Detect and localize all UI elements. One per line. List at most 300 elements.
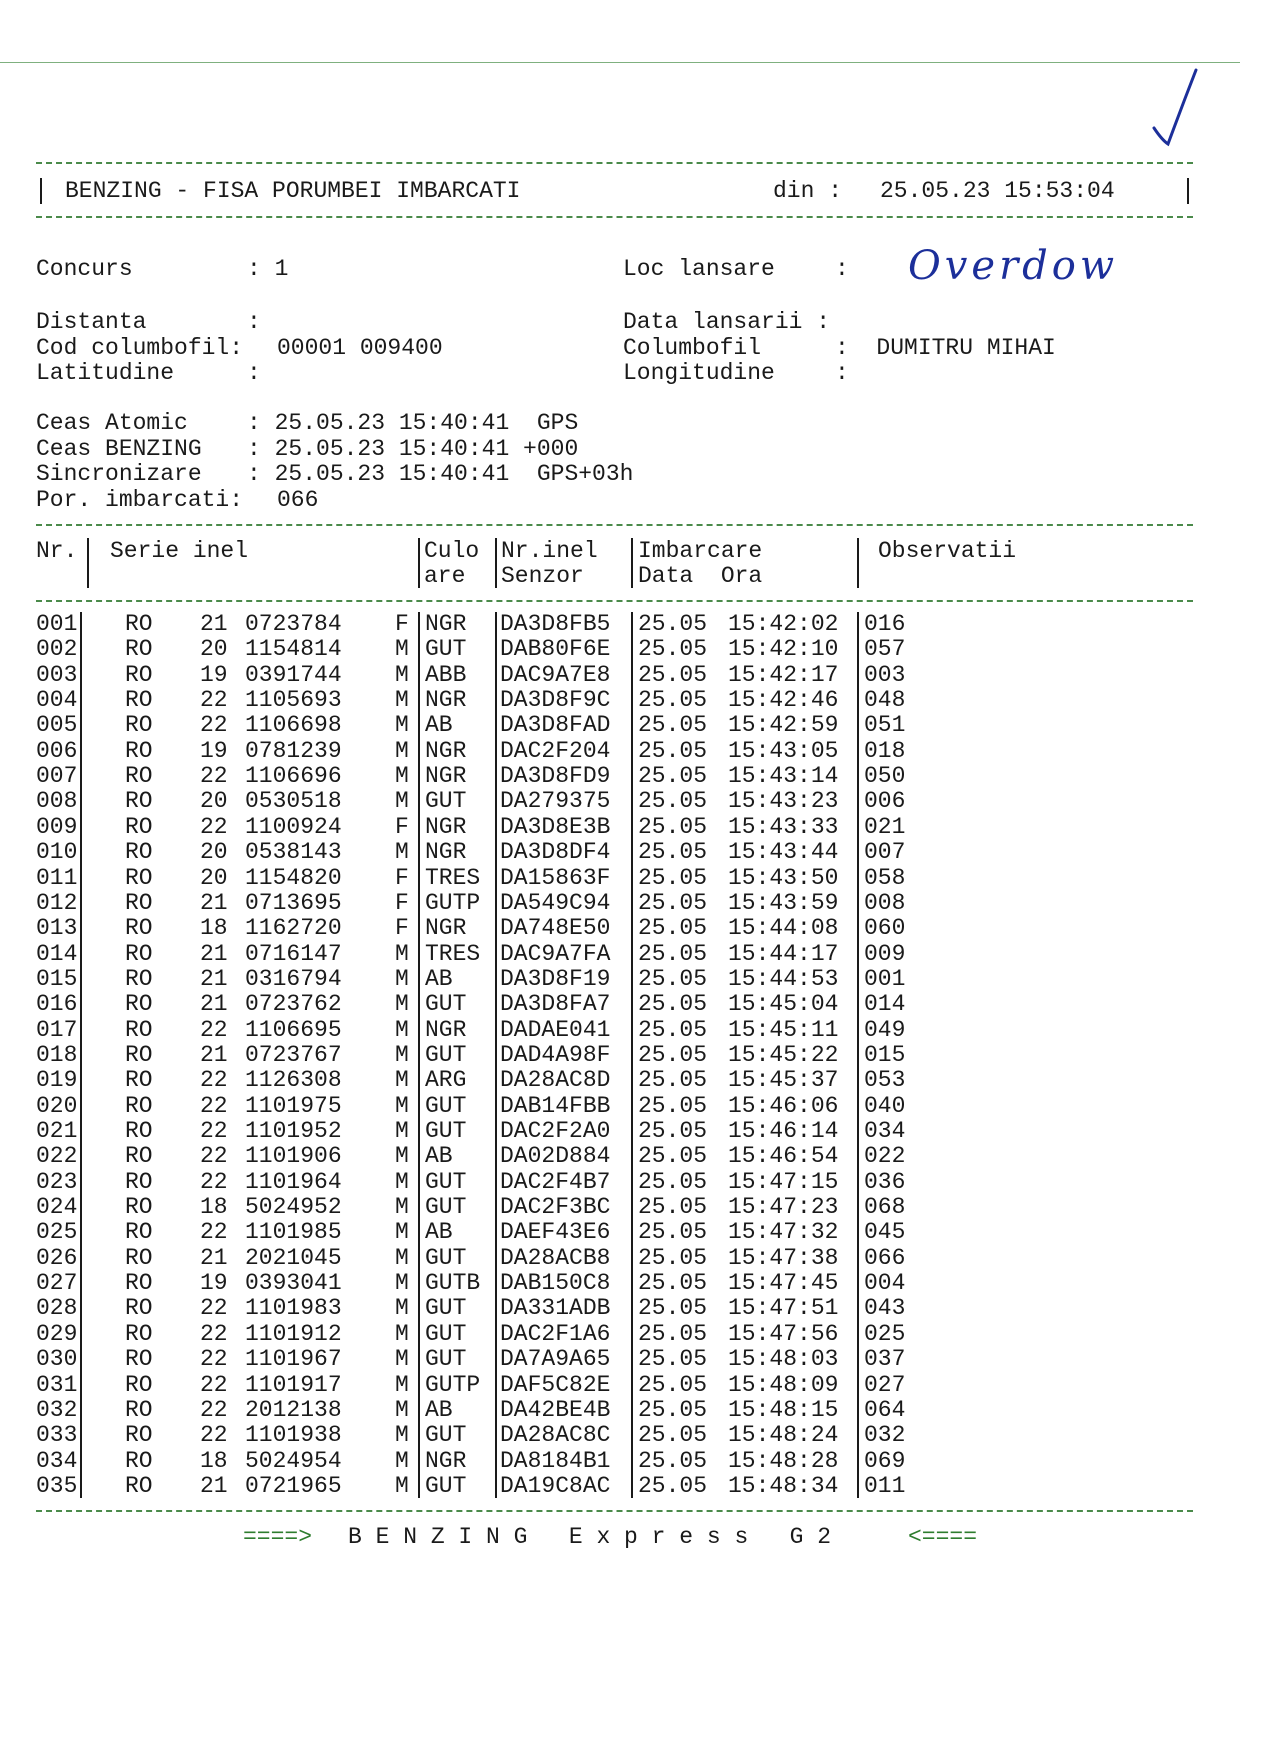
cell-sex: M bbox=[395, 1143, 409, 1169]
cell-sex: M bbox=[395, 1473, 409, 1499]
cell-sex: M bbox=[395, 738, 409, 764]
cell-date: 25.05 bbox=[638, 636, 708, 662]
cell-sensor: DA3D8FAD bbox=[500, 712, 611, 738]
cell-time: 15:43:05 bbox=[728, 738, 839, 764]
cell-date: 25.05 bbox=[638, 1245, 708, 1271]
cell-time: 15:42:02 bbox=[728, 611, 839, 637]
cell-observatii: 040 bbox=[864, 1093, 906, 1119]
cell-time: 15:43:50 bbox=[728, 865, 839, 891]
cell-country: RO bbox=[125, 1017, 153, 1043]
cell-color: GUT bbox=[425, 1194, 467, 1220]
cell-sensor: DA19C8AC bbox=[500, 1473, 611, 1499]
cell-color: GUT bbox=[425, 1422, 467, 1448]
longitudine-value: : bbox=[835, 360, 849, 386]
table-row bbox=[0, 866, 1276, 891]
cell-date: 25.05 bbox=[638, 712, 708, 738]
cell-nr: 016 bbox=[36, 991, 78, 1017]
cell-year: 22 bbox=[200, 1067, 228, 1093]
sincronizare-label: Sincronizare bbox=[36, 461, 202, 487]
cell-date: 25.05 bbox=[638, 738, 708, 764]
table-row bbox=[0, 1449, 1276, 1474]
cell-color: GUT bbox=[425, 1118, 467, 1144]
cell-nr: 033 bbox=[36, 1422, 78, 1448]
table-row bbox=[0, 1347, 1276, 1372]
cell-sex: M bbox=[395, 1346, 409, 1372]
cell-nr: 032 bbox=[36, 1397, 78, 1423]
cell-sex: M bbox=[395, 991, 409, 1017]
cell-time: 15:48:28 bbox=[728, 1448, 839, 1474]
header-divider bbox=[418, 538, 420, 588]
cell-date: 25.05 bbox=[638, 890, 708, 916]
cell-ring-number: 1126308 bbox=[245, 1067, 342, 1093]
cell-ring-number: 1101964 bbox=[245, 1169, 342, 1195]
cell-color: NGR bbox=[425, 1448, 467, 1474]
cell-time: 15:42:10 bbox=[728, 636, 839, 662]
cell-color: AB bbox=[425, 712, 453, 738]
cell-country: RO bbox=[125, 1245, 153, 1271]
cell-observatii: 014 bbox=[864, 991, 906, 1017]
cell-time: 15:45:11 bbox=[728, 1017, 839, 1043]
cell-time: 15:46:06 bbox=[728, 1093, 839, 1119]
cell-observatii: 068 bbox=[864, 1194, 906, 1220]
table-row bbox=[0, 840, 1276, 865]
cell-country: RO bbox=[125, 1169, 153, 1195]
cell-ring-number: 1101906 bbox=[245, 1143, 342, 1169]
cell-date: 25.05 bbox=[638, 1169, 708, 1195]
scan-edge-line bbox=[0, 62, 1240, 63]
cell-year: 20 bbox=[200, 636, 228, 662]
table-row bbox=[0, 1271, 1276, 1296]
cell-sensor: DA748E50 bbox=[500, 915, 611, 941]
cell-time: 15:43:23 bbox=[728, 788, 839, 814]
cell-observatii: 051 bbox=[864, 712, 906, 738]
cell-nr: 022 bbox=[36, 1143, 78, 1169]
cell-time: 15:45:37 bbox=[728, 1067, 839, 1093]
cell-observatii: 058 bbox=[864, 865, 906, 891]
table-row bbox=[0, 1246, 1276, 1271]
cell-sensor: DA3D8DF4 bbox=[500, 839, 611, 865]
cell-ring-number: 1101975 bbox=[245, 1093, 342, 1119]
cell-sex: M bbox=[395, 1295, 409, 1321]
cell-year: 19 bbox=[200, 1270, 228, 1296]
header-divider bbox=[87, 538, 89, 588]
cell-ring-number: 0723784 bbox=[245, 611, 342, 637]
table-row bbox=[0, 1373, 1276, 1398]
cell-year: 22 bbox=[200, 1346, 228, 1372]
cell-color: AB bbox=[425, 1397, 453, 1423]
cell-sensor: DA3D8F19 bbox=[500, 966, 611, 992]
cell-sensor: DAB14FBB bbox=[500, 1093, 611, 1119]
cell-time: 15:43:44 bbox=[728, 839, 839, 865]
cell-color: TRES bbox=[425, 865, 481, 891]
cell-country: RO bbox=[125, 662, 153, 688]
cell-nr: 004 bbox=[36, 687, 78, 713]
cell-time: 15:43:59 bbox=[728, 890, 839, 916]
cell-nr: 020 bbox=[36, 1093, 78, 1119]
cell-color: NGR bbox=[425, 738, 467, 764]
body-divider bbox=[857, 612, 859, 1498]
cell-year: 22 bbox=[200, 1397, 228, 1423]
cell-color: GUT bbox=[425, 991, 467, 1017]
cell-nr: 025 bbox=[36, 1219, 78, 1245]
cell-sex: M bbox=[395, 1448, 409, 1474]
cell-date: 25.05 bbox=[638, 1448, 708, 1474]
cell-year: 22 bbox=[200, 712, 228, 738]
cell-date: 25.05 bbox=[638, 788, 708, 814]
columbofil-label: Columbofil bbox=[623, 335, 762, 361]
cell-ring-number: 1105693 bbox=[245, 687, 342, 713]
cell-color: GUT bbox=[425, 1321, 467, 1347]
cell-sensor: DA15863F bbox=[500, 865, 611, 891]
table-row bbox=[0, 1144, 1276, 1169]
cell-country: RO bbox=[125, 966, 153, 992]
table-row bbox=[0, 1068, 1276, 1093]
cell-sex: F bbox=[395, 865, 409, 891]
cell-sensor: DAC2F1A6 bbox=[500, 1321, 611, 1347]
cell-country: RO bbox=[125, 1372, 153, 1398]
loc-lansare-handwritten: Overdow bbox=[908, 243, 1119, 289]
cell-country: RO bbox=[125, 1270, 153, 1296]
cell-observatii: 011 bbox=[864, 1473, 906, 1499]
cell-year: 21 bbox=[200, 1245, 228, 1271]
cod-columbofil-label: Cod columbofil: bbox=[36, 335, 244, 361]
longitudine-label: Longitudine bbox=[623, 360, 775, 386]
cell-year: 21 bbox=[200, 941, 228, 967]
cell-observatii: 069 bbox=[864, 1448, 906, 1474]
cell-year: 21 bbox=[200, 991, 228, 1017]
cell-nr: 012 bbox=[36, 890, 78, 916]
cell-year: 22 bbox=[200, 1422, 228, 1448]
cell-time: 15:47:38 bbox=[728, 1245, 839, 1271]
loc-lansare-colon: : bbox=[835, 256, 849, 282]
cell-year: 21 bbox=[200, 966, 228, 992]
table-row bbox=[0, 1195, 1276, 1220]
page-title: BENZING - FISA PORUMBEI IMBARCATI bbox=[65, 178, 521, 204]
header-divider bbox=[495, 538, 497, 588]
cell-observatii: 032 bbox=[864, 1422, 906, 1448]
cell-sensor: DA331ADB bbox=[500, 1295, 611, 1321]
cell-nr: 019 bbox=[36, 1067, 78, 1093]
cell-year: 19 bbox=[200, 738, 228, 764]
cell-observatii: 037 bbox=[864, 1346, 906, 1372]
cell-sex: M bbox=[395, 1245, 409, 1271]
cell-nr: 002 bbox=[36, 636, 78, 662]
cell-time: 15:48:09 bbox=[728, 1372, 839, 1398]
cell-date: 25.05 bbox=[638, 1397, 708, 1423]
cell-ring-number: 1106696 bbox=[245, 763, 342, 789]
cell-time: 15:46:14 bbox=[728, 1118, 839, 1144]
cell-color: GUT bbox=[425, 1245, 467, 1271]
cell-color: GUT bbox=[425, 1042, 467, 1068]
cell-sensor: DAF5C82E bbox=[500, 1372, 611, 1398]
cell-year: 19 bbox=[200, 662, 228, 688]
table-header-rule bbox=[36, 600, 1193, 602]
col-nr-header: Nr. bbox=[36, 538, 78, 564]
cell-sex: F bbox=[395, 890, 409, 916]
concurs-value: : 1 bbox=[247, 256, 289, 282]
cell-date: 25.05 bbox=[638, 1093, 708, 1119]
table-row bbox=[0, 1398, 1276, 1423]
cell-observatii: 048 bbox=[864, 687, 906, 713]
latitudine-value: : bbox=[247, 360, 261, 386]
cell-observatii: 043 bbox=[864, 1295, 906, 1321]
table-row bbox=[0, 713, 1276, 738]
header-left-bar bbox=[40, 178, 42, 204]
cell-year: 21 bbox=[200, 1042, 228, 1068]
cell-nr: 029 bbox=[36, 1321, 78, 1347]
cell-sex: M bbox=[395, 941, 409, 967]
cell-year: 20 bbox=[200, 865, 228, 891]
cell-nr: 027 bbox=[36, 1270, 78, 1296]
cell-date: 25.05 bbox=[638, 1067, 708, 1093]
cell-date: 25.05 bbox=[638, 915, 708, 941]
cell-country: RO bbox=[125, 611, 153, 637]
cell-year: 22 bbox=[200, 1118, 228, 1144]
cell-ring-number: 1101952 bbox=[245, 1118, 342, 1144]
cell-country: RO bbox=[125, 941, 153, 967]
cell-color: GUT bbox=[425, 1169, 467, 1195]
cell-observatii: 001 bbox=[864, 966, 906, 992]
cell-sensor: DAB150C8 bbox=[500, 1270, 611, 1296]
cell-time: 15:44:17 bbox=[728, 941, 839, 967]
cell-sensor: DAC9A7FA bbox=[500, 941, 611, 967]
cell-observatii: 050 bbox=[864, 763, 906, 789]
cell-nr: 011 bbox=[36, 865, 78, 891]
cell-sensor: DAC2F3BC bbox=[500, 1194, 611, 1220]
cell-nr: 008 bbox=[36, 788, 78, 814]
cell-sex: F bbox=[395, 814, 409, 840]
cell-sensor: DAD4A98F bbox=[500, 1042, 611, 1068]
cell-nr: 034 bbox=[36, 1448, 78, 1474]
din-value: 25.05.23 15:53:04 bbox=[880, 178, 1115, 204]
cell-time: 15:47:56 bbox=[728, 1321, 839, 1347]
cell-nr: 006 bbox=[36, 738, 78, 764]
cell-observatii: 053 bbox=[864, 1067, 906, 1093]
cell-sex: F bbox=[395, 915, 409, 941]
table-row bbox=[0, 637, 1276, 662]
cell-country: RO bbox=[125, 1194, 153, 1220]
cell-time: 15:47:51 bbox=[728, 1295, 839, 1321]
cell-time: 15:43:14 bbox=[728, 763, 839, 789]
footer-left-arrow: ====> bbox=[243, 1524, 313, 1550]
cell-color: GUTP bbox=[425, 890, 481, 916]
cell-country: RO bbox=[125, 763, 153, 789]
cell-sensor: DAB80F6E bbox=[500, 636, 611, 662]
cell-observatii: 018 bbox=[864, 738, 906, 764]
table-row bbox=[0, 663, 1276, 688]
cell-time: 15:42:46 bbox=[728, 687, 839, 713]
cell-date: 25.05 bbox=[638, 865, 708, 891]
cell-sex: M bbox=[395, 662, 409, 688]
check-mark-icon bbox=[1140, 66, 1210, 156]
cell-observatii: 034 bbox=[864, 1118, 906, 1144]
cell-country: RO bbox=[125, 1448, 153, 1474]
cell-ring-number: 1101938 bbox=[245, 1422, 342, 1448]
cell-year: 22 bbox=[200, 763, 228, 789]
cell-color: AB bbox=[425, 1219, 453, 1245]
table-row bbox=[0, 789, 1276, 814]
cell-sex: M bbox=[395, 1321, 409, 1347]
cell-nr: 014 bbox=[36, 941, 78, 967]
cell-color: GUTB bbox=[425, 1270, 481, 1296]
cell-ring-number: 1100924 bbox=[245, 814, 342, 840]
cell-date: 25.05 bbox=[638, 1118, 708, 1144]
cell-nr: 013 bbox=[36, 915, 78, 941]
cell-year: 22 bbox=[200, 1017, 228, 1043]
cell-color: GUT bbox=[425, 1295, 467, 1321]
columbofil-value: : DUMITRU MIHAI bbox=[835, 335, 1056, 361]
cell-sex: M bbox=[395, 1093, 409, 1119]
cell-ring-number: 2012138 bbox=[245, 1397, 342, 1423]
cell-color: ARG bbox=[425, 1067, 467, 1093]
cell-country: RO bbox=[125, 1219, 153, 1245]
cell-color: NGR bbox=[425, 915, 467, 941]
header-right-bar bbox=[1187, 178, 1189, 204]
cell-color: GUTP bbox=[425, 1372, 481, 1398]
cell-ring-number: 2021045 bbox=[245, 1245, 342, 1271]
cell-ring-number: 1101967 bbox=[245, 1346, 342, 1372]
ceas-atomic-label: Ceas Atomic bbox=[36, 410, 188, 436]
distanta-label: Distanta bbox=[36, 309, 147, 335]
sincronizare-value: : 25.05.23 15:40:41 GPS+03h bbox=[247, 461, 634, 487]
cell-observatii: 008 bbox=[864, 890, 906, 916]
cell-country: RO bbox=[125, 636, 153, 662]
cell-date: 25.05 bbox=[638, 1143, 708, 1169]
cell-year: 20 bbox=[200, 839, 228, 865]
cell-ring-number: 1101983 bbox=[245, 1295, 342, 1321]
header-bottom-rule bbox=[36, 216, 1193, 218]
cell-year: 22 bbox=[200, 1295, 228, 1321]
cell-sensor: DA549C94 bbox=[500, 890, 611, 916]
cell-country: RO bbox=[125, 1143, 153, 1169]
cell-country: RO bbox=[125, 1067, 153, 1093]
cell-sensor: DA3D8F9C bbox=[500, 687, 611, 713]
cell-sex: M bbox=[395, 1118, 409, 1144]
cell-date: 25.05 bbox=[638, 1042, 708, 1068]
col-imbarcare-header-2: Data Ora bbox=[638, 563, 763, 589]
cell-ring-number: 0721965 bbox=[245, 1473, 342, 1499]
cell-color: NGR bbox=[425, 763, 467, 789]
cell-sensor: DA02D884 bbox=[500, 1143, 611, 1169]
cell-nr: 031 bbox=[36, 1372, 78, 1398]
cell-country: RO bbox=[125, 1473, 153, 1499]
cell-country: RO bbox=[125, 865, 153, 891]
header-divider bbox=[857, 538, 859, 588]
cell-sensor: DA3D8FD9 bbox=[500, 763, 611, 789]
cell-date: 25.05 bbox=[638, 662, 708, 688]
cell-time: 15:47:32 bbox=[728, 1219, 839, 1245]
cell-sensor: DA3D8FA7 bbox=[500, 991, 611, 1017]
cell-observatii: 025 bbox=[864, 1321, 906, 1347]
header-divider bbox=[631, 538, 633, 588]
cell-observatii: 060 bbox=[864, 915, 906, 941]
cell-observatii: 007 bbox=[864, 839, 906, 865]
loc-lansare-label: Loc lansare bbox=[623, 256, 775, 282]
cell-sensor: DA3D8FB5 bbox=[500, 611, 611, 637]
cell-time: 15:44:08 bbox=[728, 915, 839, 941]
table-row bbox=[0, 967, 1276, 992]
table-row bbox=[0, 739, 1276, 764]
cell-country: RO bbox=[125, 1397, 153, 1423]
cell-ring-number: 0723767 bbox=[245, 1042, 342, 1068]
cell-country: RO bbox=[125, 788, 153, 814]
cell-time: 15:42:59 bbox=[728, 712, 839, 738]
cell-ring-number: 0713695 bbox=[245, 890, 342, 916]
cell-year: 21 bbox=[200, 1473, 228, 1499]
cell-nr: 017 bbox=[36, 1017, 78, 1043]
table-row bbox=[0, 1474, 1276, 1499]
cell-year: 22 bbox=[200, 814, 228, 840]
ceas-benzing-label: Ceas BENZING bbox=[36, 436, 202, 462]
cell-country: RO bbox=[125, 1346, 153, 1372]
cell-sex: M bbox=[395, 1219, 409, 1245]
table-row bbox=[0, 815, 1276, 840]
cell-color: GUT bbox=[425, 1346, 467, 1372]
table-row bbox=[0, 891, 1276, 916]
cell-sensor: DA7A9A65 bbox=[500, 1346, 611, 1372]
table-row bbox=[0, 1094, 1276, 1119]
cell-time: 15:48:03 bbox=[728, 1346, 839, 1372]
cell-ring-number: 0316794 bbox=[245, 966, 342, 992]
cell-year: 18 bbox=[200, 915, 228, 941]
cell-sex: M bbox=[395, 1372, 409, 1398]
cell-color: GUT bbox=[425, 1473, 467, 1499]
cell-color: AB bbox=[425, 966, 453, 992]
cell-sex: M bbox=[395, 763, 409, 789]
table-row bbox=[0, 942, 1276, 967]
col-culoare-header-1: Culo bbox=[424, 538, 480, 564]
table-row bbox=[0, 1170, 1276, 1195]
cell-nr: 003 bbox=[36, 662, 78, 688]
cell-sensor: DAC2F2A0 bbox=[500, 1118, 611, 1144]
body-divider bbox=[418, 612, 420, 1498]
cell-sex: M bbox=[395, 1017, 409, 1043]
cell-observatii: 015 bbox=[864, 1042, 906, 1068]
cell-sensor: DA28AC8C bbox=[500, 1422, 611, 1448]
col-serie-header: Serie inel bbox=[110, 538, 249, 564]
cell-year: 22 bbox=[200, 1093, 228, 1119]
cell-country: RO bbox=[125, 687, 153, 713]
cell-observatii: 064 bbox=[864, 1397, 906, 1423]
body-divider bbox=[80, 612, 82, 1498]
cell-year: 22 bbox=[200, 1372, 228, 1398]
cell-date: 25.05 bbox=[638, 839, 708, 865]
cell-country: RO bbox=[125, 1422, 153, 1448]
cell-color: GUT bbox=[425, 788, 467, 814]
cell-date: 25.05 bbox=[638, 941, 708, 967]
cell-ring-number: 0723762 bbox=[245, 991, 342, 1017]
table-row bbox=[0, 992, 1276, 1017]
cell-color: GUT bbox=[425, 636, 467, 662]
cell-year: 21 bbox=[200, 890, 228, 916]
cell-date: 25.05 bbox=[638, 1346, 708, 1372]
table-row bbox=[0, 1018, 1276, 1043]
cell-sensor: DA28ACB8 bbox=[500, 1245, 611, 1271]
cell-sex: M bbox=[395, 788, 409, 814]
cell-year: 22 bbox=[200, 1169, 228, 1195]
table-row bbox=[0, 1423, 1276, 1448]
cell-sensor: DA28AC8D bbox=[500, 1067, 611, 1093]
table-row bbox=[0, 1322, 1276, 1347]
cell-observatii: 006 bbox=[864, 788, 906, 814]
cell-ring-number: 0781239 bbox=[245, 738, 342, 764]
cell-date: 25.05 bbox=[638, 1422, 708, 1448]
cell-observatii: 009 bbox=[864, 941, 906, 967]
cell-color: ABB bbox=[425, 662, 467, 688]
cell-observatii: 066 bbox=[864, 1245, 906, 1271]
cell-color: NGR bbox=[425, 611, 467, 637]
cell-sensor: DA3D8E3B bbox=[500, 814, 611, 840]
